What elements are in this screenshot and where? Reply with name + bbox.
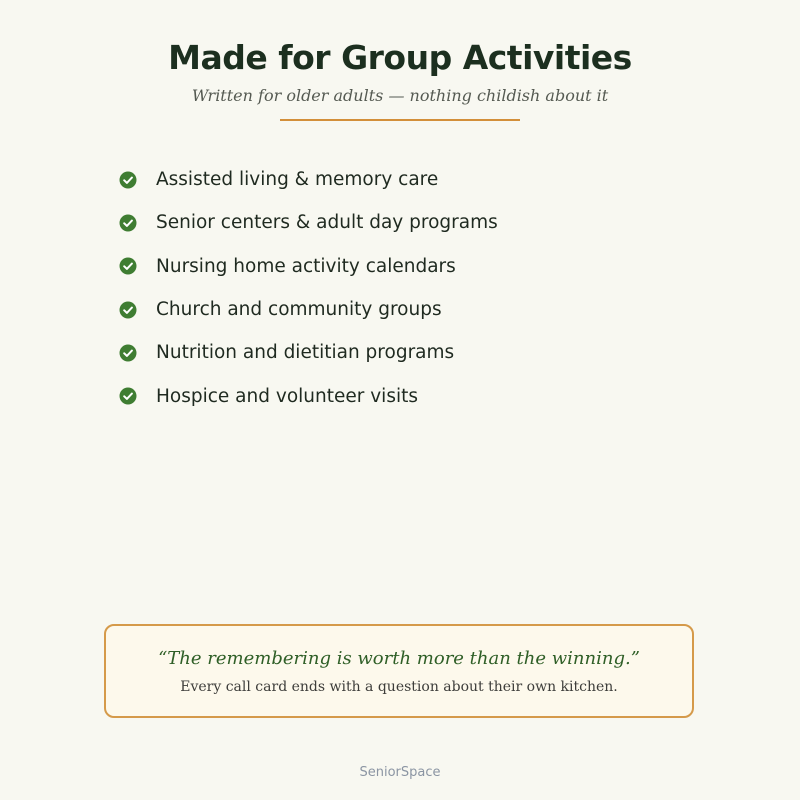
list-item-label: Church and community groups (156, 299, 442, 321)
list-item (119, 331, 498, 374)
list-item-label: Assisted living & memory care (156, 169, 439, 191)
quote-card (104, 624, 694, 718)
audience-list (119, 158, 498, 418)
check-circle-icon (119, 301, 137, 319)
list-item (119, 288, 498, 331)
divider (280, 119, 520, 121)
brand-name: SeniorSpace (359, 765, 441, 780)
list-item (119, 374, 498, 417)
quote-caption: Every call card ends with a question about their own kitchen. (180, 679, 618, 695)
list-item (119, 201, 498, 244)
quote-text: “The remembering is worth more than the winning.” (158, 648, 640, 669)
check-circle-icon (119, 387, 137, 405)
list-item (119, 158, 498, 201)
check-circle-icon (119, 214, 137, 232)
list-item (119, 245, 498, 288)
list-item-label: Nursing home activity calendars (156, 255, 456, 277)
page-subtitle: Written for older adults — nothing childish about it (191, 86, 609, 105)
page-title: Made for Group Activities (168, 38, 632, 77)
list-item-label: Nutrition and dietitian programs (156, 342, 455, 364)
list-item-label: Hospice and volunteer visits (156, 385, 418, 407)
check-circle-icon (119, 257, 137, 275)
check-circle-icon (119, 344, 137, 362)
check-circle-icon (119, 171, 137, 189)
list-item-label: Senior centers & adult day programs (156, 212, 498, 234)
